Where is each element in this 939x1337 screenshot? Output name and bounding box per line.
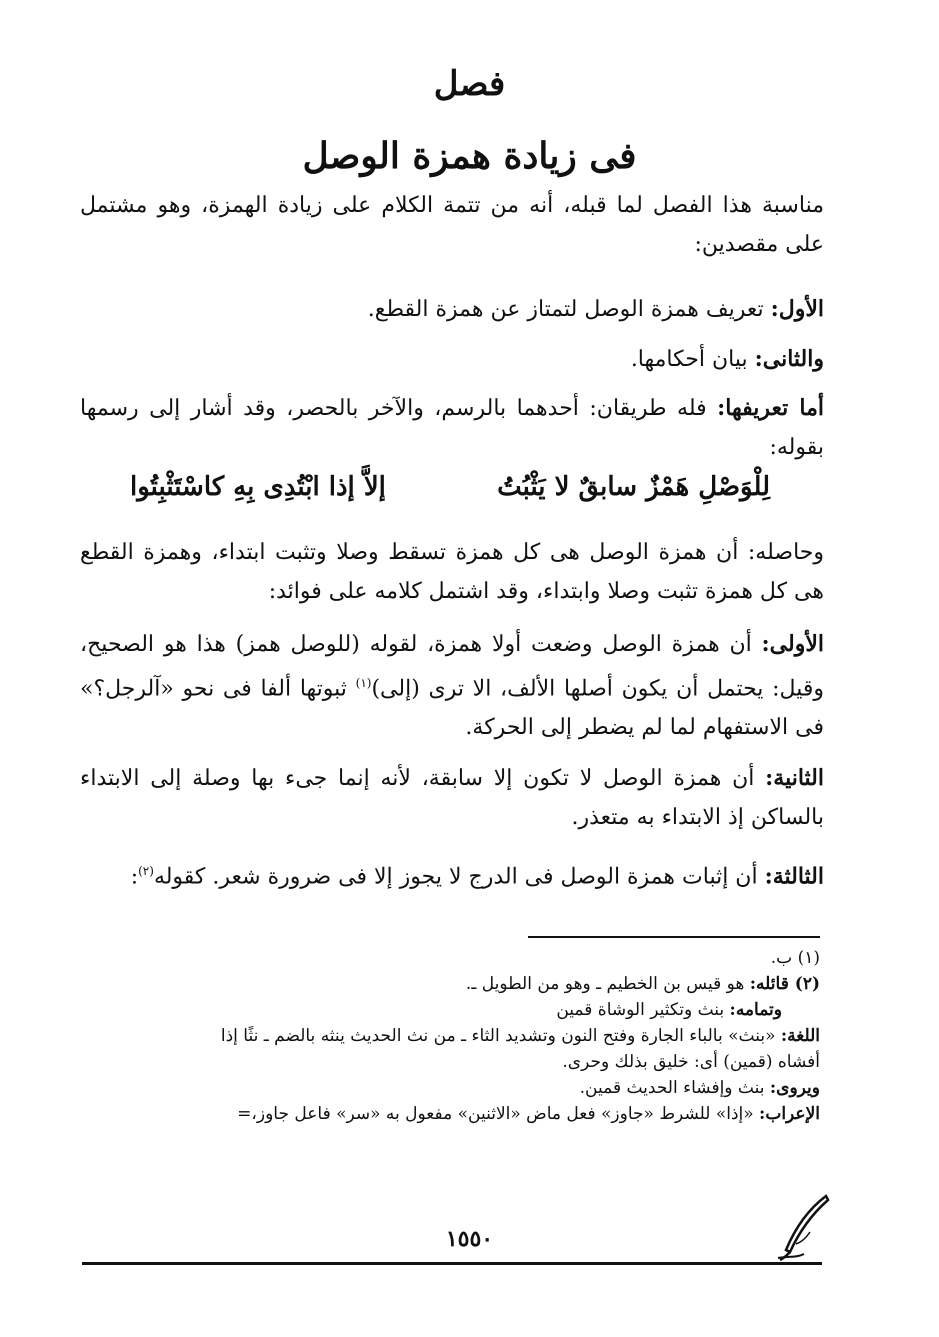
section-label: فصل (433, 64, 506, 104)
second-aim-text: بيان أحكامها. (630, 347, 748, 372)
definition-lead: أما تعريفها: (717, 395, 824, 421)
footnote-2 (80, 971, 820, 997)
footnote-variant (80, 1075, 820, 1101)
footnote-separator (528, 936, 820, 938)
verse-first-hemistich: لِلْوَصْلِ هَمْزٌ سابقٌ لا يَثْبُتُ (497, 472, 770, 502)
bottom-rule (82, 1262, 822, 1265)
footnote-ref-1[interactable]: (١) (355, 676, 372, 690)
language-lead: اللغة: (780, 1026, 820, 1046)
page-number: ١٥٥٠ (445, 1226, 494, 1252)
benefit-first-text-b: ثبوتها ألفا فى نحو «آلرجل؟» فى الاستفهام لما لم يضطر إلى الحركة. (80, 676, 824, 741)
benefit-third-paragraph (80, 852, 824, 896)
variant-lead: ويروى: (769, 1078, 820, 1098)
variant-text: بنث وإفشاء الحديث قمين. (579, 1078, 765, 1098)
benefit-first-paragraph (80, 625, 824, 747)
section-title: فى زيادة همزة الوصل (302, 135, 637, 177)
first-aim-lead: الأول: (770, 296, 824, 322)
benefit-second-paragraph (80, 759, 824, 837)
footnote-1: (١) ب. (770, 948, 820, 968)
footnote-ref-2[interactable]: (٢) (138, 864, 154, 878)
benefit-first-text-a: أن همزة الوصل وضعت أولا همزة، لقوله (للوصل همز) هذا هو الصحيح، وقيل: يحتمل أن يكون أصلها الألف، الا ترى (إلى) (80, 632, 824, 702)
verse-second-hemistich: إلاَّ إذا ابْتُدِى بِهِ كاسْتَثْبِتُوا (130, 472, 386, 502)
second-aim-lead: والثانى: (754, 346, 824, 372)
footnote-2-lead: (٢) قائله: (749, 974, 820, 994)
first-aim-text: تعريف همزة الوصل لتمتاز عن همزة القطع. (367, 297, 764, 322)
footnote-2-text: هو قيس بن الخطيم ـ وهو من الطويل ـ. (465, 974, 745, 994)
verse-line (130, 472, 770, 502)
completion-lead: وتمامه: (729, 1000, 782, 1020)
footnote-completion (80, 997, 820, 1023)
footnote-language (80, 1023, 820, 1049)
intro-paragraph: مناسبة هذا الفصل لما قبله، أنه من تتمة الكلام على زيادة الهمزة، وهو مشتمل على مقصدين: (80, 193, 824, 257)
benefit-third-text: أن إثبات همزة الوصل فى الدرج لا يجوز إلا فى ضرورة شعر. كقوله (153, 864, 758, 890)
completion-text: بنث وتكثير الوشاة قمين (556, 1000, 725, 1020)
benefit-third-tail: : (130, 864, 139, 890)
parsing-text: «إذا» للشرط «جاوز» فعل ماض «الاثنين» مفعول به «سر» فاعل جاوز،= (237, 1104, 754, 1124)
parsing-lead: الإعراب: (759, 1104, 820, 1124)
language-text-a: «بنث» بالباء الجارة وفتح النون وتشديد الثاء ـ من نث الحديث ينثه بالضم ـ نثًا إذا (220, 1026, 776, 1046)
definition-paragraph (80, 389, 824, 467)
benefit-second-lead: الثانية: (765, 765, 824, 791)
first-aim-paragraph (80, 290, 824, 329)
footnote-language-continued: أفشاه (قمين) أى: خليق بذلك وحرى. (562, 1052, 820, 1072)
summary-paragraph: وحاصله: أن همزة الوصل هى كل همزة تسقط وصلا وتثبت ابتداء، وهمزة القطع هى كل همزة تثبت وصلا وابتداء، وقد اشتمل كلامه على فوائد: (80, 540, 824, 604)
definition-text: فله طريقان: أحدهما بالرسم، والآخر بالحصر، وقد أشار إلى رسمها بقوله: (80, 396, 824, 460)
quill-pen-icon (776, 1192, 832, 1264)
benefit-second-text: أن همزة الوصل لا تكون إلا سابقة، لأنه إنما جىء بها وصلة إلى الابتداء بالساكن إذ الابتداء به متعذر. (80, 766, 824, 830)
benefit-third-lead: الثالثة: (764, 863, 824, 890)
footnote-parsing (80, 1101, 820, 1127)
benefit-first-lead: الأولى: (761, 631, 824, 657)
footnotes-block (80, 945, 820, 1127)
second-aim-paragraph (80, 340, 824, 379)
